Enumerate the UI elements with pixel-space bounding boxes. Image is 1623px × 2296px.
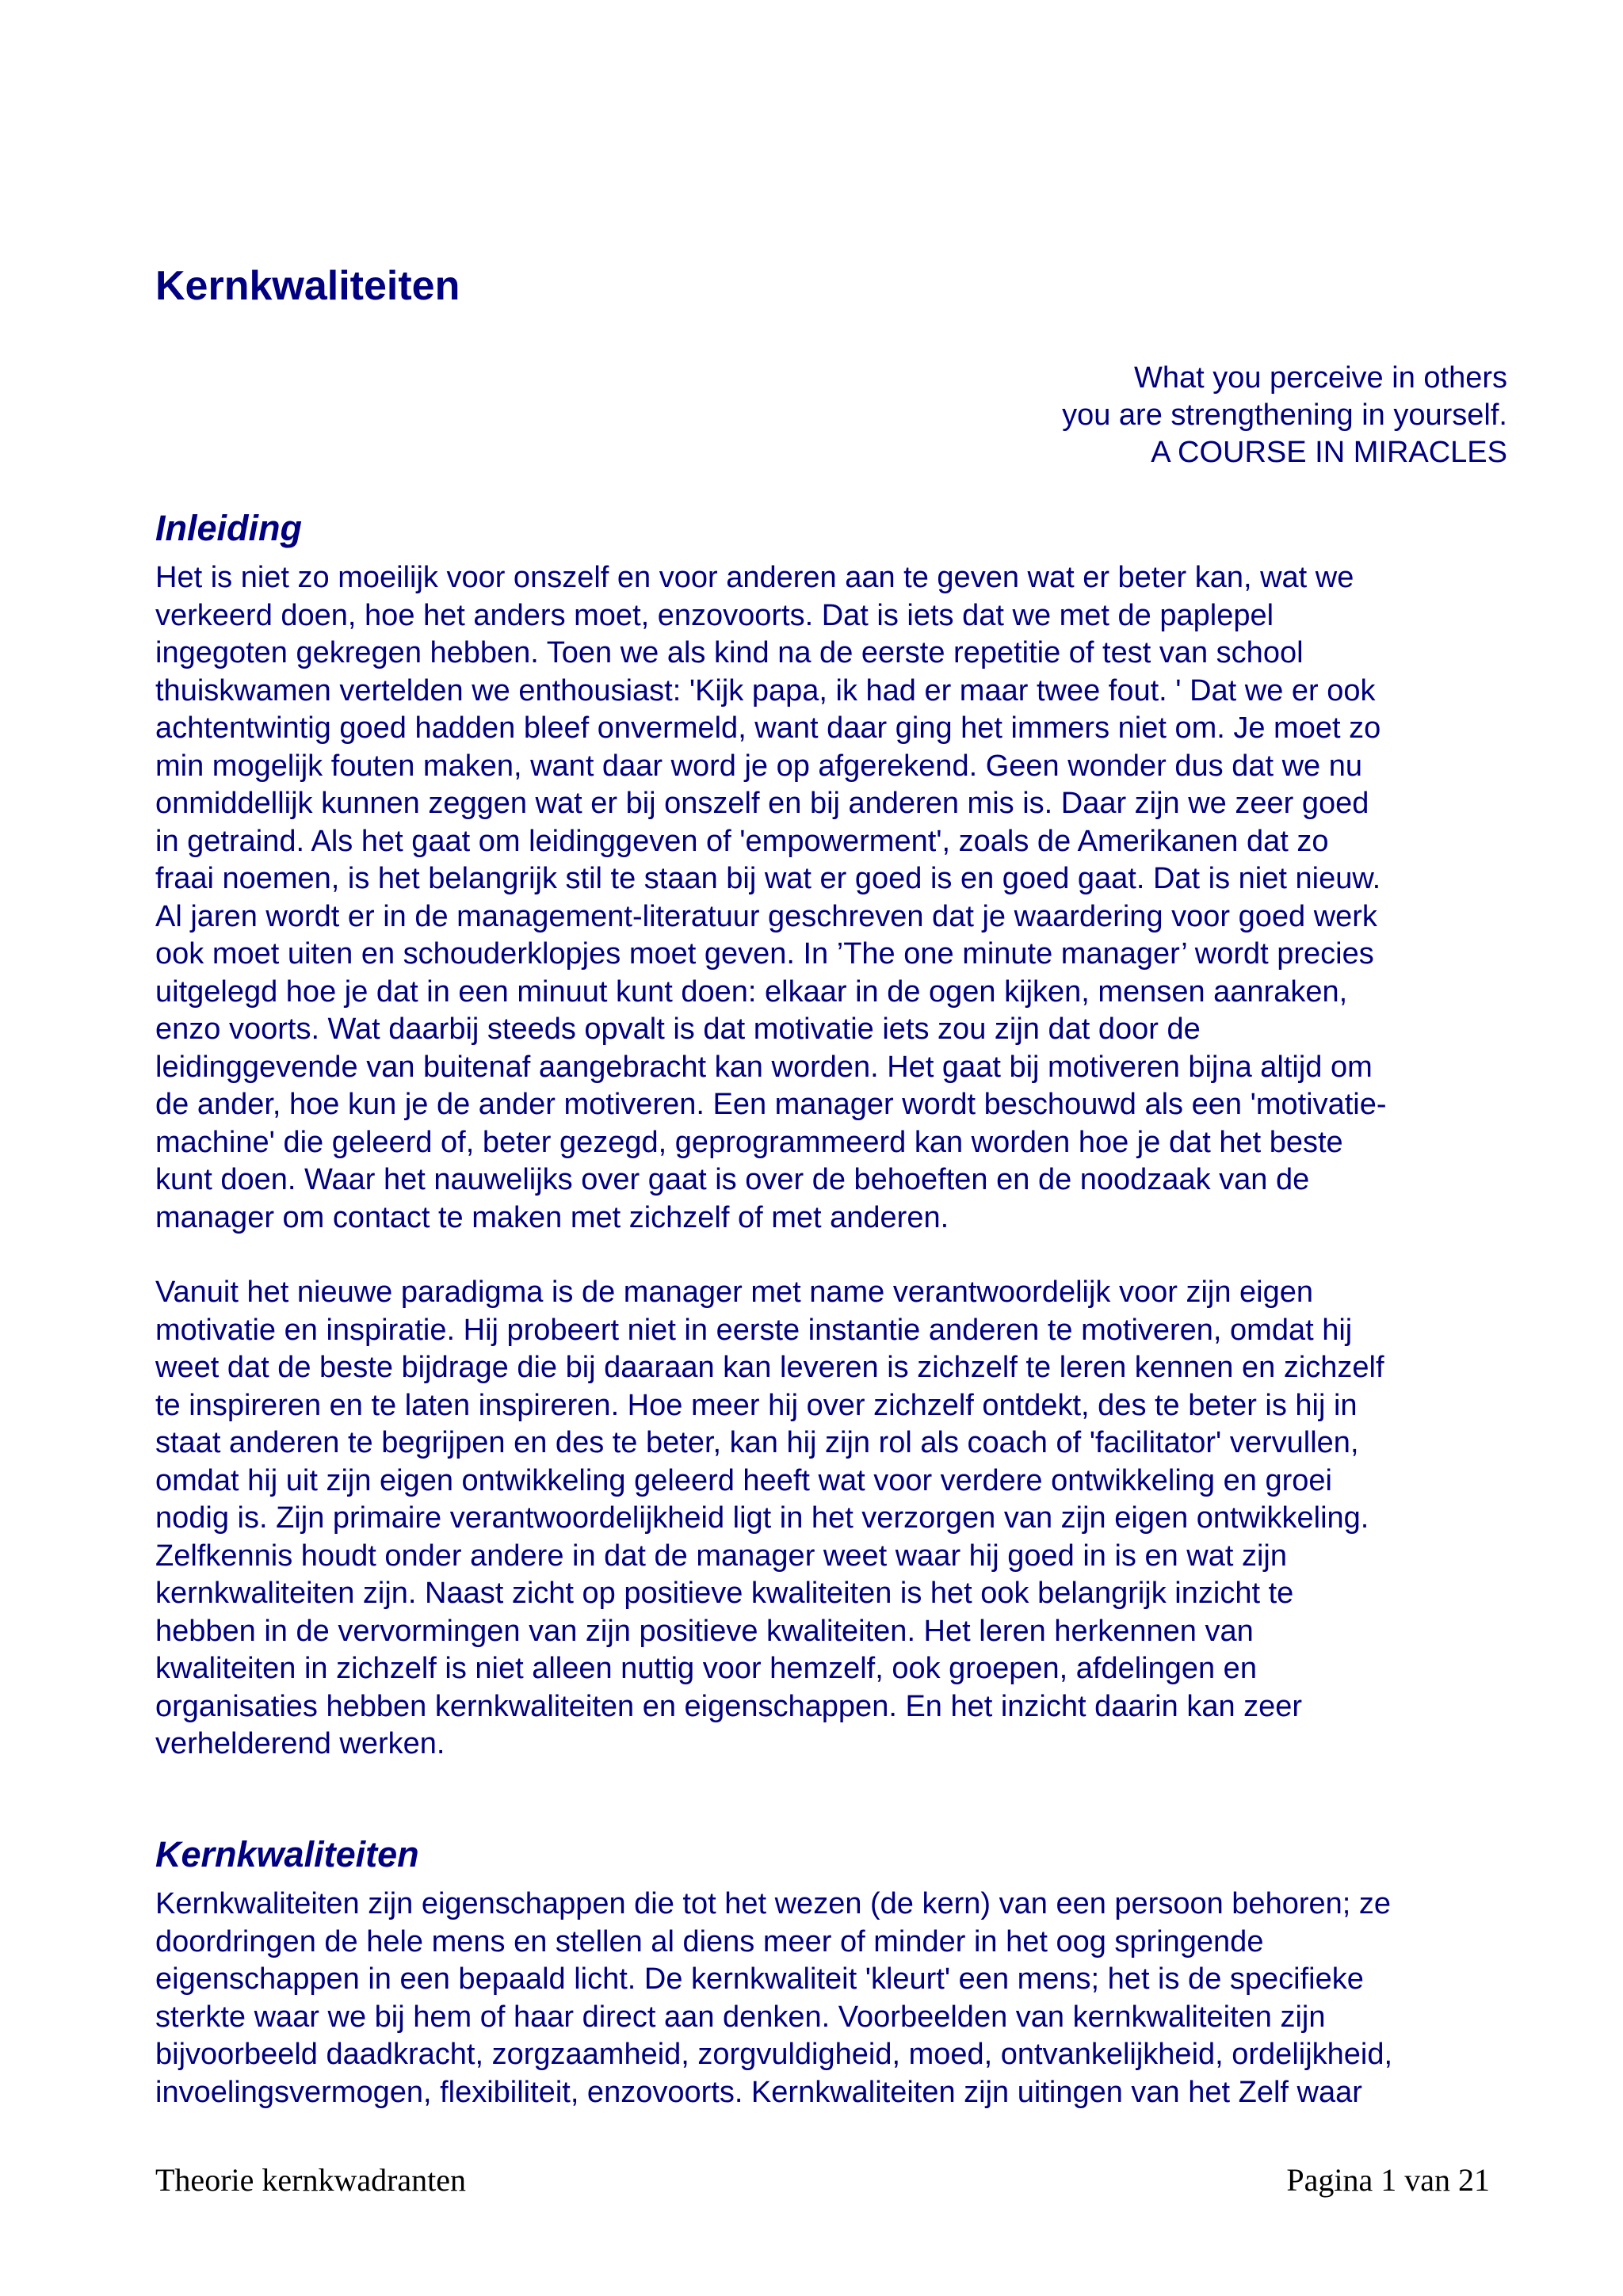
text-line: achtentwintig goed hadden bleef onvermeld, want daar ging het immers niet om. Je moet zo bbox=[155, 711, 1381, 745]
quote-line: What you perceive in others bbox=[1133, 361, 1507, 395]
text-line: weet dat de beste bijdrage die bij daaraan kan leveren is zichzelf te leren kennen en zichzelf bbox=[155, 1351, 1384, 1384]
text-line: motivatie en inspiratie. Hij probeert niet in eerste instantie anderen te motiveren, omdat hij bbox=[155, 1313, 1353, 1347]
text-line: manager om contact te maken met zichzelf of met anderen. bbox=[155, 1200, 949, 1234]
section-heading-inleiding: Inleiding bbox=[155, 508, 302, 548]
quote-line: you are strengthening in yourself. bbox=[1062, 399, 1507, 432]
text-line: hebben in de vervormingen van zijn positieve kwaliteiten. Het leren herkennen van bbox=[155, 1614, 1254, 1648]
footer-document-title: Theorie kernkwadranten bbox=[155, 2162, 467, 2198]
epigraph-quote bbox=[794, 360, 1507, 471]
text-line: de ander, hoe kun je de ander motiveren. Een manager wordt beschouwd als een 'motivatie- bbox=[155, 1088, 1387, 1121]
text-line: eigenschappen in een bepaald licht. De kernkwaliteit 'kleurt' een mens; het is de specifieke bbox=[155, 1962, 1364, 1996]
text-line: kunt doen. Waar het nauwelijks over gaat is over de behoeften en de noodzaak van de bbox=[155, 1163, 1310, 1196]
text-line: thuiskwamen vertelden we enthousiast: 'Kijk papa, ik had er maar twee fout. ' Dat we er ook bbox=[155, 673, 1376, 707]
text-line: enzo voorts. Wat daarbij steeds opvalt is dat motivatie iets zou zijn dat door de bbox=[155, 1013, 1201, 1046]
text-line: doordringen de hele mens en stellen al diens meer of minder in het oog springende bbox=[155, 1924, 1264, 1958]
footer-page-number: Pagina 1 van 21 bbox=[1286, 2162, 1490, 2198]
text-line: min mogelijk fouten maken, want daar word je op afgerekend. Geen wonder dus dat we nu bbox=[155, 749, 1363, 783]
text-line: kwaliteiten in zichzelf is niet alleen nuttig voor hemzelf, ook groepen, afdelingen en bbox=[155, 1652, 1257, 1685]
text-line: staat anderen te begrijpen en des te beter, kan hij zijn rol als coach of 'facilitator' vervullen, bbox=[155, 1426, 1359, 1459]
text-line: machine' die geleerd of, beter gezegd, geprogrammeerd kan worden hoe je dat het beste bbox=[155, 1125, 1343, 1159]
text-line: te inspireren en te laten inspireren. Hoe meer hij over zichzelf ontdekt, des te beter is hij in bbox=[155, 1388, 1358, 1422]
section-heading-kernkwaliteiten: Kernkwaliteiten bbox=[155, 1834, 419, 1875]
paragraph-inleiding-1 bbox=[155, 559, 1518, 1237]
text-line: onmiddellijk kunnen zeggen wat er bij onszelf en bij anderen mis is. Daar zijn we zeer goed bbox=[155, 787, 1369, 820]
text-line: leidinggevende van buitenaf aangebracht kan worden. Het gaat bij motiveren bijna altijd om bbox=[155, 1050, 1373, 1084]
text-line: ingegoten gekregen hebben. Toen we als kind na de eerste repetitie of test van school bbox=[155, 636, 1304, 669]
text-line: fraai noemen, is het belangrijk stil te staan bij wat er goed is en goed gaat. Dat is niet nieuw. bbox=[155, 862, 1381, 895]
text-line: omdat hij uit zijn eigen ontwikkeling geleerd heeft wat voor verdere ontwikkeling en groei bbox=[155, 1463, 1332, 1497]
text-line: ook moet uiten en schouderklopjes moet geven. In ’The one minute manager’ wordt precies bbox=[155, 937, 1374, 971]
text-line: Vanuit het nieuwe paradigma is de manager met name verantwoordelijk voor zijn eigen bbox=[155, 1276, 1313, 1309]
text-line: Het is niet zo moeilijk voor onszelf en voor anderen aan te geven wat er beter kan, wat we bbox=[155, 561, 1354, 594]
quote-attribution: A COURSE IN MIRACLES bbox=[1151, 436, 1507, 469]
page-title: Kernkwaliteiten bbox=[155, 263, 460, 309]
text-line: verkeerd doen, hoe het anders moet, enzovoorts. Dat is iets dat we met de paplepel bbox=[155, 598, 1274, 632]
text-line: invoelingsvermogen, flexibiliteit, enzovoorts. Kernkwaliteiten zijn uitingen van het Zelf waar bbox=[155, 2075, 1362, 2109]
text-line: sterkte waar we bij hem of haar direct aan denken. Voorbeelden van kernkwaliteiten zijn bbox=[155, 2000, 1326, 2034]
paragraph-kernkwaliteiten-1 bbox=[155, 1886, 1518, 2111]
text-line: verhelderend werken. bbox=[155, 1727, 445, 1760]
text-line: bijvoorbeeld daadkracht, zorgzaamheid, zorgvuldigheid, moed, ontvankelijkheid, ordelijkheid, bbox=[155, 2038, 1393, 2071]
text-line: kernkwaliteiten zijn. Naast zicht op positieve kwaliteiten is het ook belangrijk inzicht te bbox=[155, 1577, 1294, 1610]
text-line: Zelfkennis houdt onder andere in dat de manager weet waar hij goed in is en wat zijn bbox=[155, 1539, 1287, 1573]
text-line: Kernkwaliteiten zijn eigenschappen die tot het wezen (de kern) van een persoon behoren; ze bbox=[155, 1887, 1392, 1920]
text-line: uitgelegd hoe je dat in een minuut kunt doen: elkaar in de ogen kijken, mensen aanraken, bbox=[155, 974, 1348, 1009]
paragraph-inleiding-2 bbox=[155, 1274, 1518, 1764]
text-line: organisaties hebben kernkwaliteiten en eigenschappen. En het inzicht daarin kan zeer bbox=[155, 1689, 1303, 1723]
text-line: Al jaren wordt er in de management-literatuur geschreven dat je waardering voor goed werk bbox=[155, 899, 1377, 933]
text-line: nodig is. Zijn primaire verantwoordelijkheid ligt in het verzorgen van zijn eigen ontwikkeling. bbox=[155, 1501, 1369, 1535]
text-line: in getraind. Als het gaat om leidinggeven of 'empowerment', zoals de Amerikanen dat zo bbox=[155, 824, 1329, 858]
